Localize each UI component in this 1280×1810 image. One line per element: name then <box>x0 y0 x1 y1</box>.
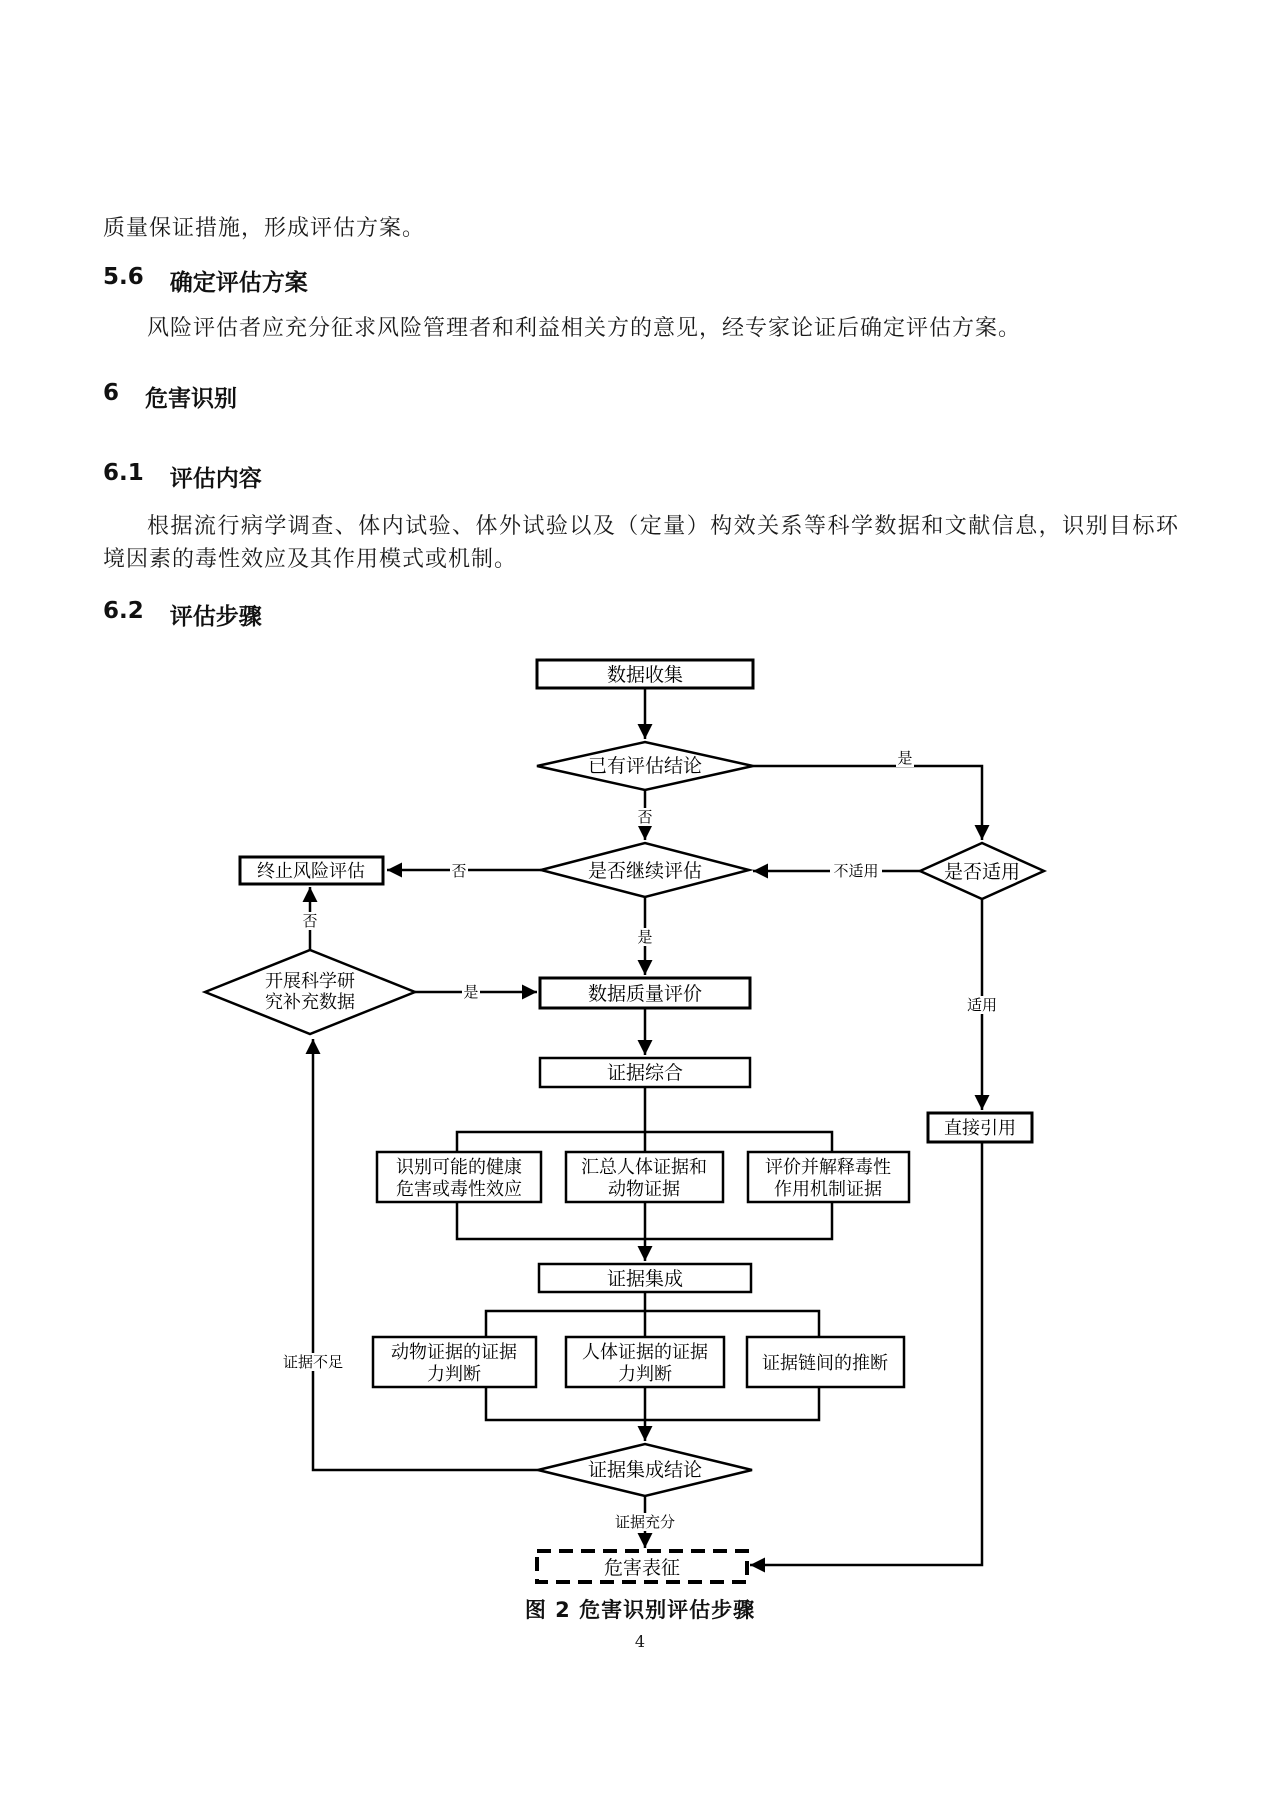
svg-text:是否继续评估: 是否继续评估 <box>587 860 703 882</box>
svg-text:作用机制证据: 作用机制证据 <box>774 1179 882 1200</box>
heading-number: 5.6 <box>103 264 144 290</box>
heading-6 <box>103 380 237 413</box>
svg-text:数据质量评价: 数据质量评价 <box>587 983 703 1005</box>
heading-number: 6.1 <box>103 460 144 486</box>
node-summarize-evidence <box>566 1152 723 1202</box>
svg-text:是: 是 <box>897 749 913 767</box>
node-integration-conclusion <box>538 1444 752 1496</box>
node-data-quality <box>540 978 750 1008</box>
node-evidence-synthesis <box>540 1058 750 1087</box>
node-terminate-assessment <box>240 857 383 884</box>
heading-title: 评估内容 <box>169 466 262 492</box>
svg-text:汇总人体证据和: 汇总人体证据和 <box>581 1157 707 1178</box>
edge-label-yes-research <box>462 983 480 1001</box>
edge-label-no-research <box>301 912 319 930</box>
svg-text:动物证据的证据: 动物证据的证据 <box>391 1342 517 1363</box>
node-continue-assessment <box>541 843 749 897</box>
node-hazard-characterization <box>537 1551 747 1582</box>
heading-number: 6.2 <box>103 598 144 624</box>
svg-text:开展科学研: 开展科学研 <box>265 971 355 992</box>
svg-text:识别可能的健康: 识别可能的健康 <box>396 1157 522 1178</box>
node-data-collection <box>537 660 753 688</box>
svg-text:否: 否 <box>302 912 318 930</box>
heading-6-1 <box>103 460 262 493</box>
svg-text:数据收集: 数据收集 <box>606 664 684 686</box>
svg-text:否: 否 <box>637 808 653 826</box>
paragraph-intro: 质量保证措施，形成评估方案。 <box>103 216 426 241</box>
node-animal-weight <box>373 1337 536 1387</box>
node-human-weight <box>566 1337 724 1387</box>
node-evidence-integration <box>539 1264 751 1292</box>
svg-text:人体证据的证据: 人体证据的证据 <box>582 1342 708 1363</box>
node-evaluate-mechanism <box>748 1152 909 1202</box>
svg-text:是: 是 <box>637 928 653 946</box>
svg-text:不适用: 不适用 <box>833 862 879 880</box>
figure-caption: 图 2 危害识别评估步骤 <box>524 1598 756 1622</box>
heading-6-2 <box>103 598 262 631</box>
page-number: 4 <box>634 1632 646 1651</box>
edge-label-evidence-insufficient <box>281 1353 345 1371</box>
connector-yes-to-applicable <box>753 766 982 840</box>
svg-text:证据链间的推断: 证据链间的推断 <box>762 1353 888 1374</box>
edge-label-applicable <box>964 996 1000 1014</box>
svg-text:评价并解释毒性: 评价并解释毒性 <box>765 1157 891 1178</box>
node-existing-conclusion <box>537 742 753 790</box>
heading-title: 评估步骤 <box>169 604 262 630</box>
svg-text:是: 是 <box>463 983 479 1001</box>
connector-insufficient-feedback <box>313 1039 538 1470</box>
edge-label-yes-continue <box>636 928 654 946</box>
svg-text:证据集成: 证据集成 <box>606 1268 684 1290</box>
svg-text:证据充分: 证据充分 <box>614 1513 676 1531</box>
node-is-applicable <box>920 843 1044 899</box>
svg-text:直接引用: 直接引用 <box>944 1118 1016 1139</box>
edge-label-no-continue <box>450 862 468 880</box>
hazard-identification-flowchart <box>0 640 1280 1600</box>
svg-text:危害或毒性效应: 危害或毒性效应 <box>396 1179 522 1200</box>
svg-text:动物证据: 动物证据 <box>608 1179 680 1200</box>
svg-text:终止风险评估: 终止风险评估 <box>257 861 365 882</box>
node-chain-inference <box>747 1337 904 1387</box>
edge-label-not-applicable <box>830 862 882 880</box>
node-identify-hazard <box>377 1152 541 1202</box>
svg-text:危害表征: 危害表征 <box>603 1557 681 1579</box>
paragraph-5-6: 风险评估者应充分征求风险管理者和利益相关方的意见，经专家论证后确定评估方案。 <box>147 316 1022 341</box>
edge-label-yes-top <box>896 749 914 767</box>
svg-text:证据不足: 证据不足 <box>282 1353 344 1371</box>
heading-title: 危害识别 <box>145 386 238 412</box>
svg-text:否: 否 <box>451 862 467 880</box>
svg-text:是否适用: 是否适用 <box>943 861 1021 883</box>
svg-text:证据综合: 证据综合 <box>606 1062 684 1084</box>
heading-5-6 <box>103 264 308 297</box>
heading-number: 6 <box>103 380 120 406</box>
svg-text:已有评估结论: 已有评估结论 <box>587 755 703 777</box>
svg-text:究补充数据: 究补充数据 <box>265 992 355 1013</box>
svg-text:力判断: 力判断 <box>618 1364 672 1385</box>
paragraph-6-1: 根据流行病学调查、体内试验、体外试验以及（定量）构效关系等科学数据和文献信息，识别目标环境因素的毒性效应及其作用模式或机制。 <box>103 514 1179 572</box>
node-direct-citation <box>928 1113 1032 1142</box>
heading-title: 确定评估方案 <box>169 270 308 296</box>
node-research-supplement <box>205 950 415 1034</box>
svg-text:证据集成结论: 证据集成结论 <box>587 1459 703 1481</box>
edge-label-evidence-sufficient <box>613 1513 677 1531</box>
svg-text:力判断: 力判断 <box>427 1364 481 1385</box>
edge-label-no-top <box>636 808 654 826</box>
svg-text:适用: 适用 <box>966 996 998 1014</box>
